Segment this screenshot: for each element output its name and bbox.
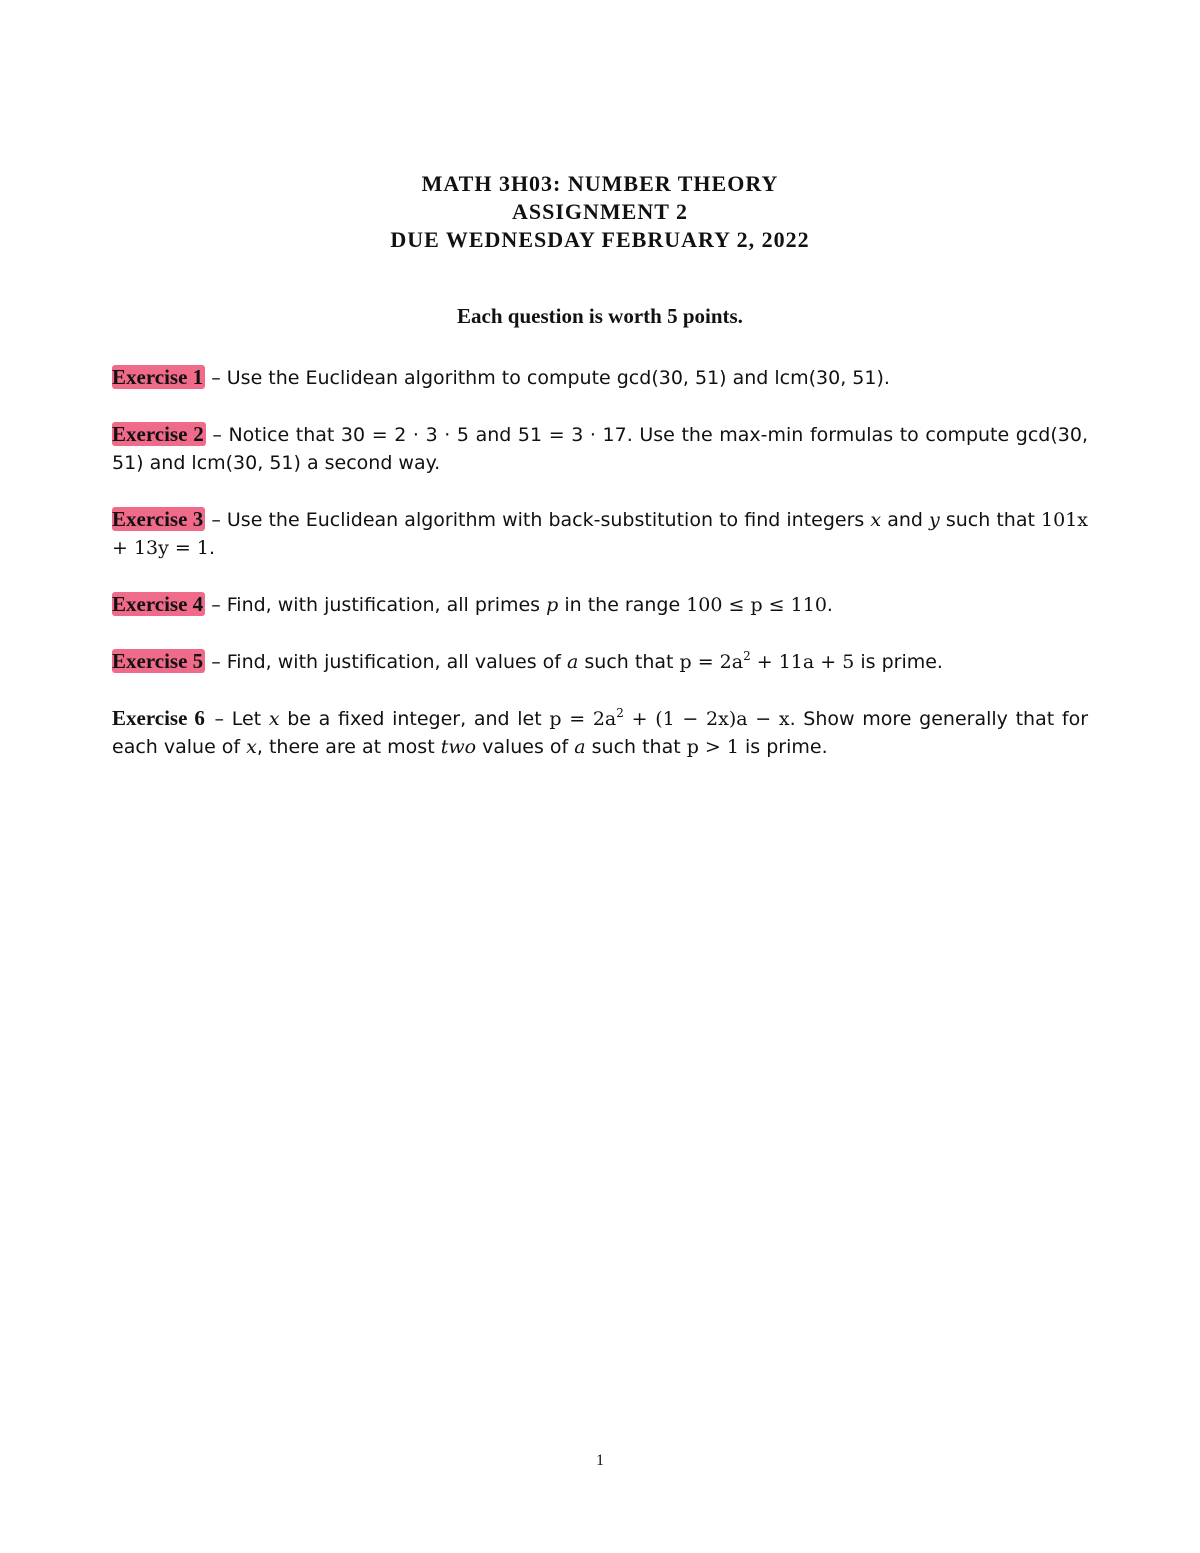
points-note: Each question is worth 5 points. [457, 304, 743, 328]
exercise-2 [112, 420, 1088, 477]
math-exponent: 2 [616, 706, 624, 720]
exercise-label: Exercise 5 [112, 649, 204, 673]
exercise-text: values of [476, 736, 575, 758]
math-equation: p = 2a [549, 708, 617, 730]
math-equation: p = 2a [679, 651, 744, 673]
assignment-header [0, 170, 1200, 254]
exercise-text: is prime. [854, 651, 943, 673]
exercise-text: and [881, 509, 930, 531]
exercise-label: Exercise 1 [112, 365, 204, 389]
exercise-text: – Use the Euclidean algorithm to compute gcd(30, 51) and lcm(30, 51). [211, 367, 890, 389]
math-variable: y [929, 509, 940, 531]
exercise-text: be a fixed integer, and let [279, 708, 550, 730]
exercise-text: . Show more generally that for each value of [112, 708, 1089, 758]
math-variable: x [870, 509, 882, 531]
exercise-4 [112, 590, 1088, 619]
exercise-text: . [208, 537, 216, 559]
math-exponent: 2 [743, 649, 751, 663]
math-equation: + (1 − 2x)a − x [623, 708, 790, 730]
exercise-label: Exercise 6 [112, 706, 205, 730]
emphasis-text: two [440, 736, 477, 758]
math-variable: a [574, 736, 586, 758]
exercise-text: , there are at most [256, 736, 441, 758]
exercise-label: Exercise 3 [112, 507, 204, 531]
math-variable: x [246, 736, 257, 758]
page-number: 1 [596, 1452, 604, 1469]
course-title: MATH 3H03: NUMBER THEORY [421, 171, 779, 196]
exercise-label: Exercise 2 [112, 422, 204, 446]
exercise-text: . [826, 594, 833, 616]
exercise-text: – Let [214, 708, 269, 730]
math-variable: x [268, 708, 280, 730]
math-variable: a [567, 651, 579, 673]
math-inequality: 100 ≤ p ≤ 110 [686, 594, 827, 616]
exercise-text: such that [585, 736, 687, 758]
exercise-text: in the range [558, 594, 687, 616]
math-equation: 101x + 13y = 1 [112, 509, 1089, 559]
math-inequality: p > 1 [686, 736, 739, 758]
assignment-title: ASSIGNMENT 2 [511, 199, 689, 224]
math-variable: p [546, 594, 559, 616]
exercise-3 [112, 505, 1088, 562]
exercise-text: – Find, with justification, all values of [211, 651, 568, 673]
exercise-text: – Find, with justification, all primes [211, 594, 547, 616]
due-date: DUE WEDNESDAY FEBRUARY 2, 2022 [390, 227, 810, 252]
exercise-6 [112, 704, 1088, 761]
exercise-text: – Notice that 30 = 2 · 3 · 5 and 51 = 3 · 17. Use the max-min formulas to compute gcd(30, 51) and lcm(30, 51) a second way. [112, 424, 1088, 474]
exercise-text: such that [939, 509, 1042, 531]
exercise-text: such that [578, 651, 680, 673]
math-equation: + 11a + 5 [750, 651, 855, 673]
exercise-text: – Use the Euclidean algorithm with back-substitution to find integers [211, 509, 871, 531]
exercise-5 [112, 647, 1088, 676]
exercise-text: is prime. [738, 736, 828, 758]
exercise-1 [112, 363, 1088, 392]
exercise-label: Exercise 4 [112, 592, 204, 616]
